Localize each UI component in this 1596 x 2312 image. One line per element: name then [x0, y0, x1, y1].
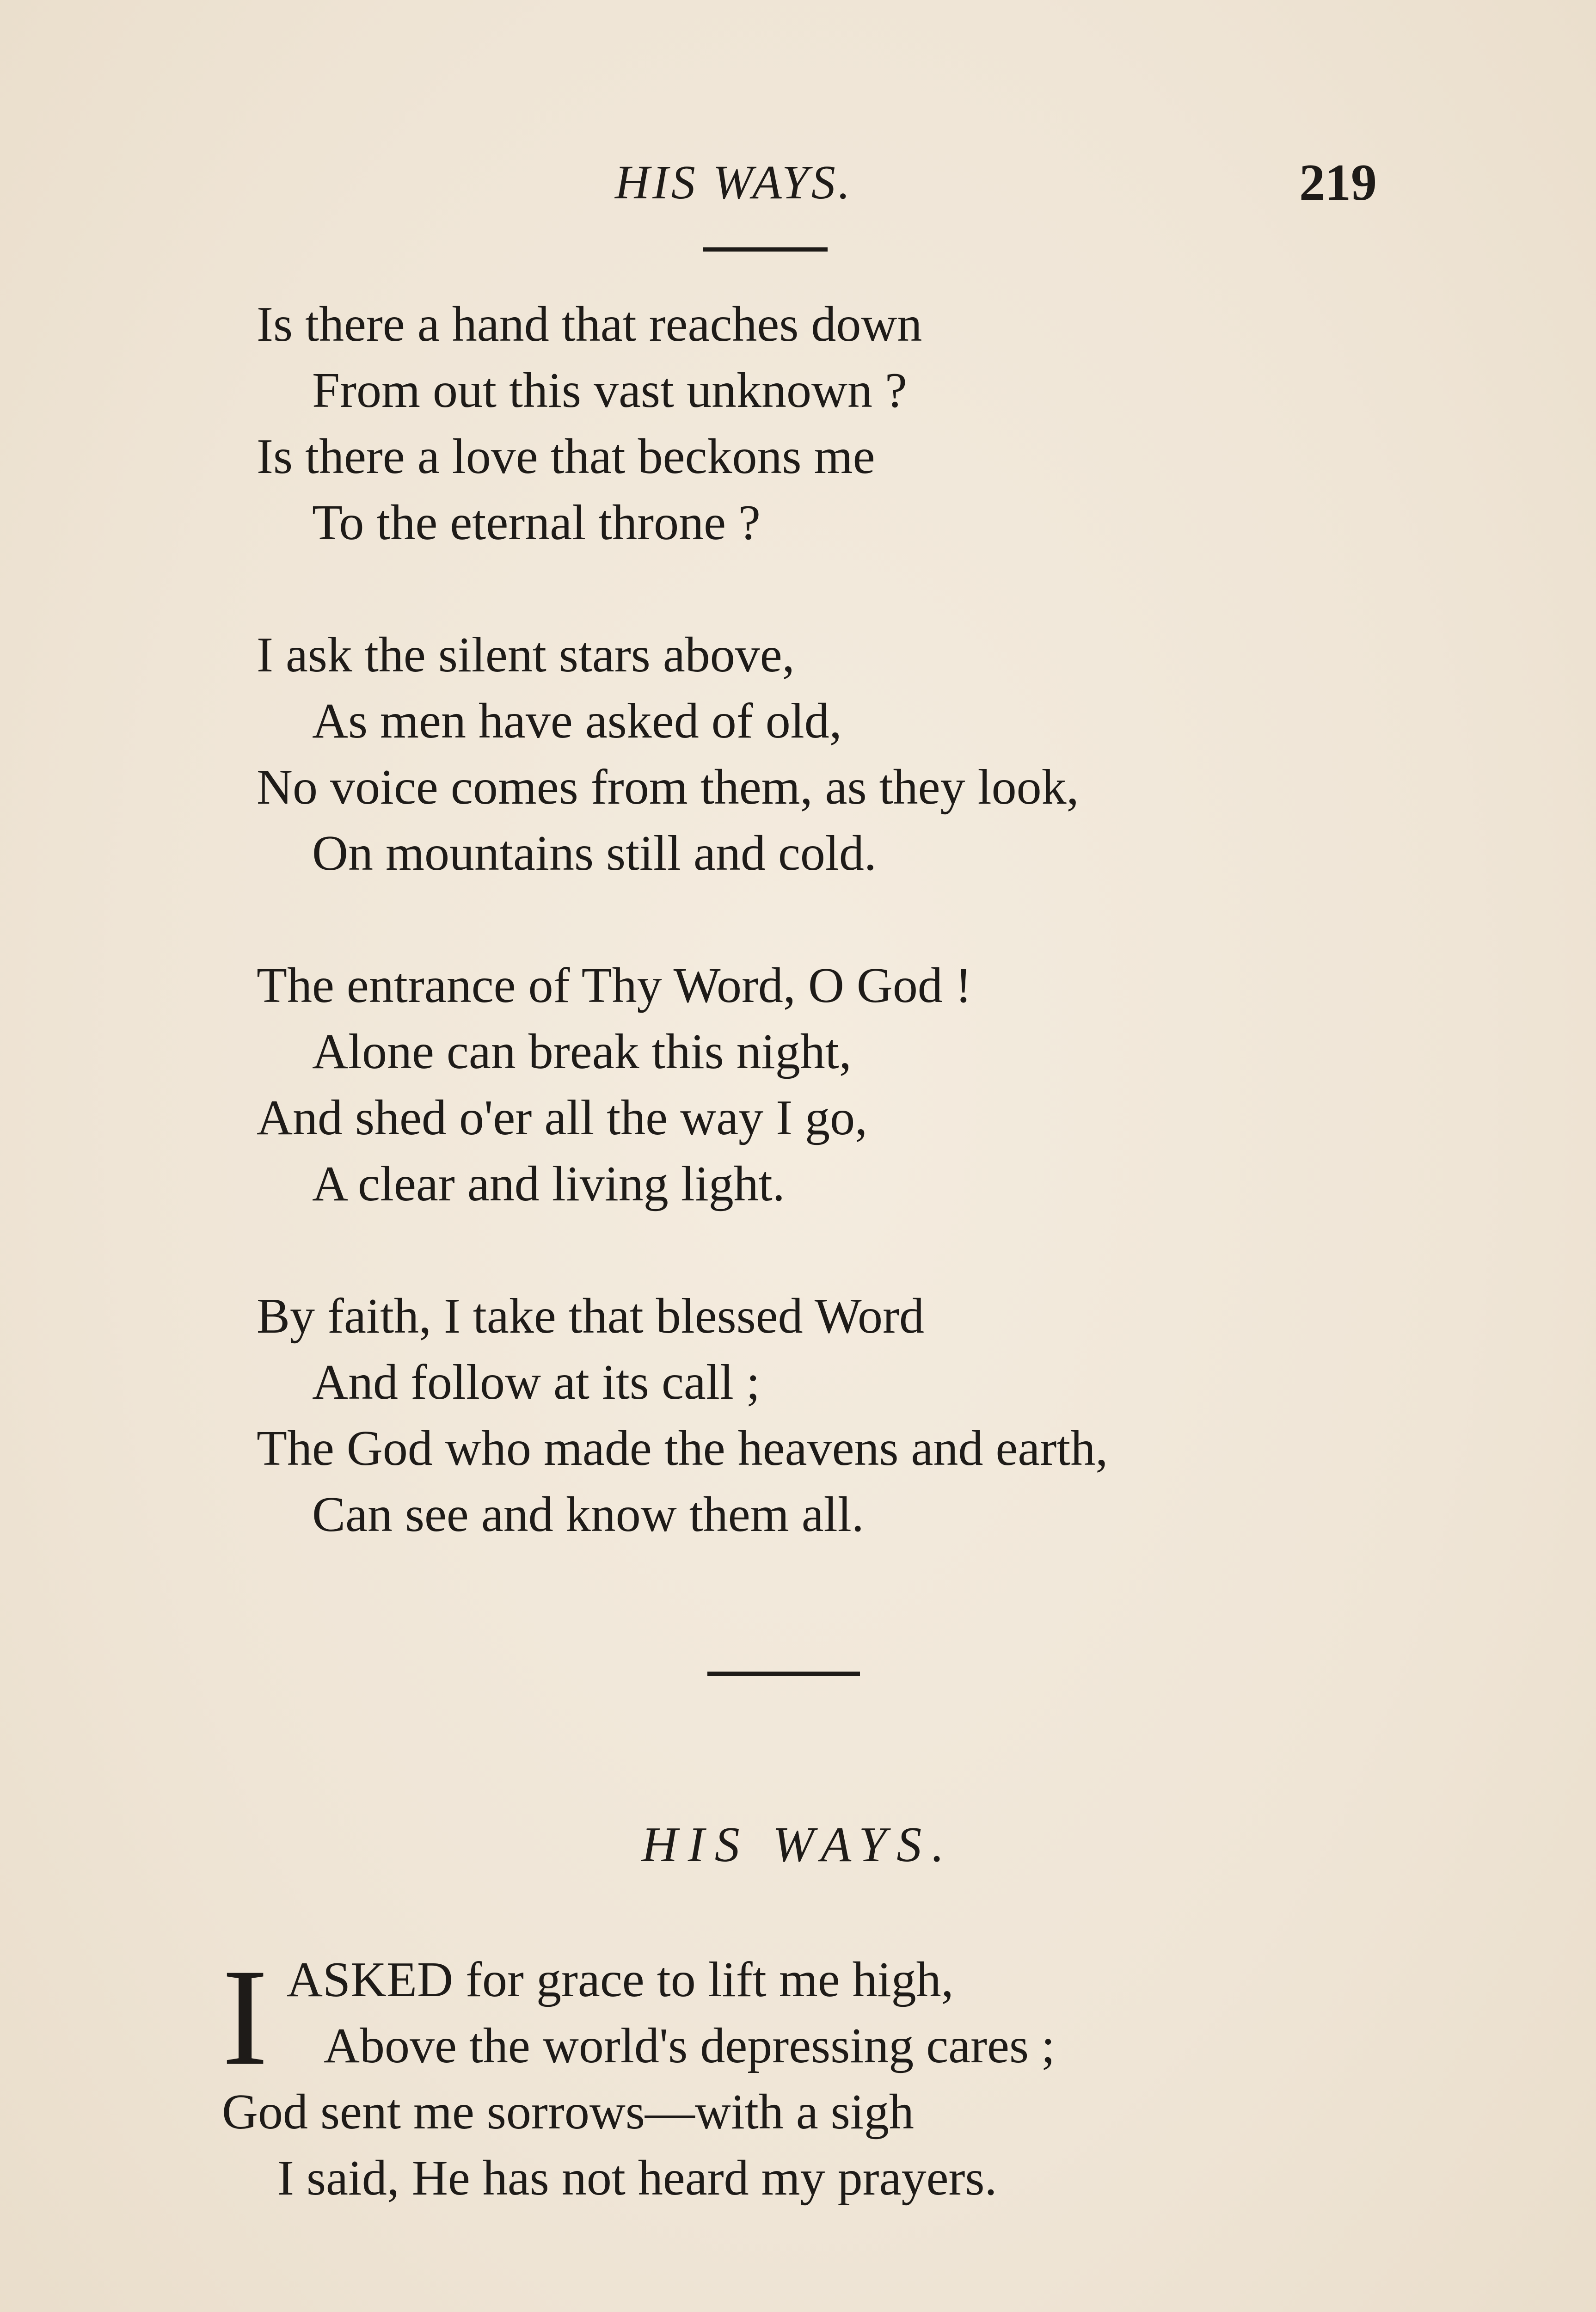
poem-line: And shed o'er all the way I go, — [257, 1090, 868, 1145]
stanza-2 — [257, 622, 1343, 886]
poem-line: A clear and living light. — [312, 1156, 785, 1211]
poem-line: Alone can break this night, — [312, 1024, 852, 1079]
poem-line: The God who made the heavens and earth, — [257, 1421, 1108, 1476]
poem-line: God sent me sorrows—with a sigh — [222, 2084, 914, 2140]
page-number: 219 — [1299, 154, 1377, 211]
poem-line: By faith, I take that blessed Word — [257, 1289, 924, 1344]
new-poem-stanza — [222, 1940, 1332, 2211]
poem-line: And follow at its call ; — [312, 1355, 760, 1410]
poem-line: As men have asked of old, — [312, 694, 842, 749]
stanza-1 — [257, 291, 1343, 556]
poem-line: I said, He has not heard my prayers. — [277, 2151, 997, 2206]
poem-line: To the eternal throne ? — [312, 495, 761, 550]
stanza-4 — [257, 1283, 1343, 1548]
header-rule — [703, 247, 828, 252]
poem-line: Above the world's depressing cares ; — [324, 2018, 1056, 2073]
poem-line: The entrance of Thy Word, O God ! — [257, 958, 972, 1013]
poem-line: Is there a love that beckons me — [257, 429, 875, 484]
poem-line: No voice comes from them, as they look, — [257, 760, 1079, 815]
poem-line: Is there a hand that reaches down — [257, 297, 922, 352]
poem-line: Can see and know them all. — [312, 1487, 864, 1542]
drop-cap: I — [222, 1940, 268, 2094]
running-title: HIS WAYS. — [615, 156, 853, 209]
running-head — [0, 153, 1596, 213]
stanza-3 — [257, 953, 1343, 1217]
poem-line: On mountains still and cold. — [312, 826, 877, 881]
poem-line: From out this vast unknown ? — [312, 363, 907, 418]
poem-title: HIS WAYS. — [641, 1817, 955, 1872]
poem-line: I ask the silent stars above, — [257, 627, 795, 683]
section-divider-rule — [707, 1672, 860, 1676]
poem-line: ASKED for grace to lift me high, — [287, 1952, 954, 2007]
